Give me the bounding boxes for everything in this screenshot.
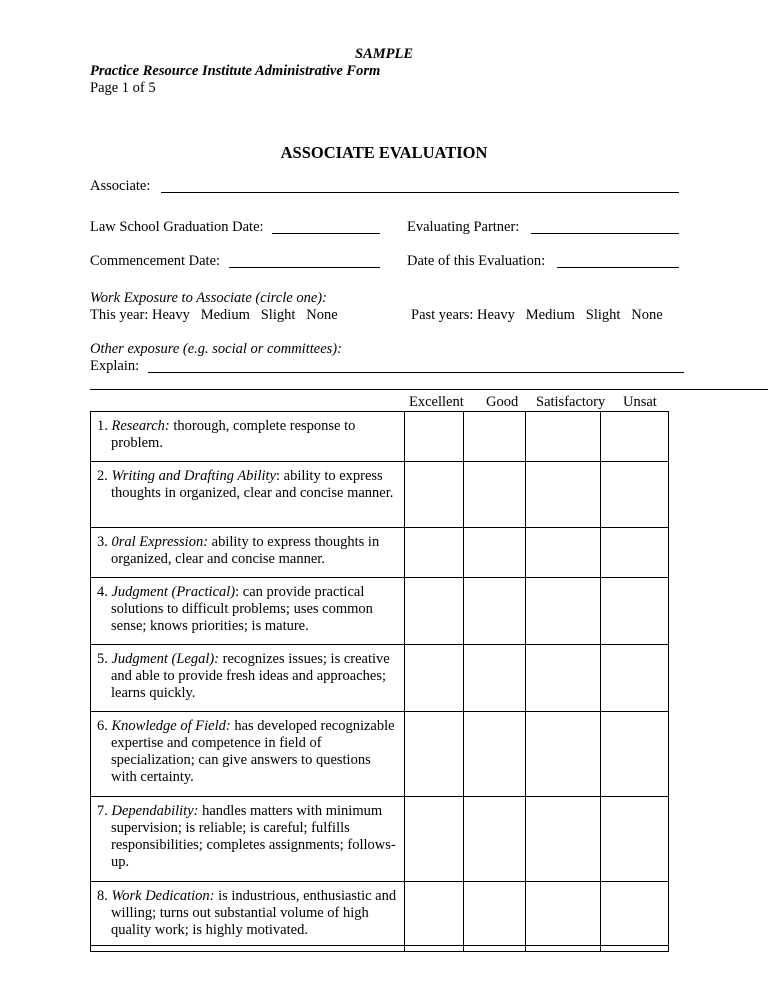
- rating-header-satisfactory: Satisfactory: [536, 394, 606, 410]
- rating-cell-unsat[interactable]: [601, 412, 669, 462]
- rating-cell-unsat[interactable]: [601, 578, 669, 645]
- this-year-exposure[interactable]: This year: Heavy Medium Slight None: [90, 307, 338, 323]
- sample-label: SAMPLE: [354, 46, 413, 62]
- evaluation-table: [90, 411, 669, 952]
- graduation-date-label: Law School Graduation Date:: [90, 219, 264, 235]
- rating-cell-good[interactable]: [464, 882, 526, 946]
- table-row: [91, 946, 669, 952]
- rating-cell-unsat[interactable]: [601, 797, 669, 882]
- table-row: [91, 712, 669, 797]
- rating-cell-good[interactable]: [464, 462, 526, 528]
- rating-cell-satisfactory[interactable]: [526, 578, 601, 645]
- rating-cell-unsat[interactable]: [601, 882, 669, 946]
- table-row: [91, 797, 669, 882]
- rating-cell-good[interactable]: [464, 797, 526, 882]
- explain-field-line-2[interactable]: [90, 389, 768, 390]
- rating-cell-excellent[interactable]: [405, 412, 464, 462]
- rating-cell-excellent[interactable]: [405, 712, 464, 797]
- rating-cell-unsat[interactable]: [601, 462, 669, 528]
- table-row: [91, 578, 669, 645]
- rating-cell-excellent[interactable]: [405, 462, 464, 528]
- rating-cell-satisfactory[interactable]: [526, 462, 601, 528]
- rating-cell-good[interactable]: [464, 645, 526, 712]
- explain-field[interactable]: [148, 372, 684, 373]
- table-footer-cell: [405, 946, 464, 952]
- page-number: Page 1 of 5: [90, 80, 156, 96]
- table-footer-cell: [601, 946, 669, 952]
- rating-header-good: Good: [486, 394, 519, 410]
- rating-cell-satisfactory[interactable]: [526, 412, 601, 462]
- rating-cell-satisfactory[interactable]: [526, 797, 601, 882]
- criterion-dependability: 7. Dependability: handles matters with minimum supervision; is reliable; is careful; fulfills responsibilities; completes assignments; follows-up.: [91, 797, 405, 882]
- graduation-date-field[interactable]: [272, 233, 380, 234]
- criterion-judgment-practical: 4. Judgment (Practical): can provide practical solutions to difficult problems; uses common sense; knows priorities; is mature.: [91, 578, 405, 645]
- other-exposure-heading: Other exposure (e.g. social or committees):: [90, 341, 342, 357]
- rating-cell-excellent[interactable]: [405, 797, 464, 882]
- past-years-exposure[interactable]: Past years: Heavy Medium Slight None: [411, 307, 663, 323]
- commencement-date-field[interactable]: [229, 267, 380, 268]
- criterion-research: 1. Research: thorough, complete response to problem.: [91, 412, 405, 462]
- rating-cell-satisfactory[interactable]: [526, 528, 601, 578]
- table-row: [91, 528, 669, 578]
- rating-cell-satisfactory[interactable]: [526, 712, 601, 797]
- explain-label: Explain:: [90, 358, 140, 374]
- table-row: [91, 882, 669, 946]
- table-row: [91, 412, 669, 462]
- table-footer-cell: [526, 946, 601, 952]
- rating-cell-unsat[interactable]: [601, 645, 669, 712]
- associate-field[interactable]: [161, 192, 679, 193]
- rating-cell-satisfactory[interactable]: [526, 645, 601, 712]
- evaluation-date-label: Date of this Evaluation:: [407, 253, 546, 269]
- criterion-knowledge-of-field: 6. Knowledge of Field: has developed recognizable expertise and competence in field of specialization; can give answers to questions with certainty.: [91, 712, 405, 797]
- evaluating-partner-label: Evaluating Partner:: [407, 219, 520, 235]
- rating-cell-unsat[interactable]: [601, 712, 669, 797]
- rating-cell-excellent[interactable]: [405, 578, 464, 645]
- table-row: [91, 462, 669, 528]
- criterion-work-dedication: 8. Work Dedication: is industrious, enthusiastic and willing; turns out substantial volume of high quality work; is highly motivated.: [91, 882, 405, 946]
- rating-header-unsat: Unsat: [623, 394, 657, 410]
- table-footer-cell: [464, 946, 526, 952]
- work-exposure-heading: Work Exposure to Associate (circle one):: [90, 290, 327, 306]
- criterion-writing-drafting: 2. Writing and Drafting Ability: ability to express thoughts in organized, clear and concise manner.: [91, 462, 405, 528]
- associate-label: Associate:: [90, 178, 151, 194]
- rating-cell-good[interactable]: [464, 528, 526, 578]
- evaluation-date-field[interactable]: [557, 267, 679, 268]
- rating-header-excellent: Excellent: [409, 394, 464, 410]
- table-footer-cell: [91, 946, 405, 952]
- criterion-judgment-legal: 5. Judgment (Legal): recognizes issues; is creative and able to provide fresh ideas and approaches; learns quickly.: [91, 645, 405, 712]
- rating-cell-satisfactory[interactable]: [526, 882, 601, 946]
- table-row: [91, 645, 669, 712]
- rating-cell-excellent[interactable]: [405, 882, 464, 946]
- evaluating-partner-field[interactable]: [531, 233, 679, 234]
- commencement-date-label: Commencement Date:: [90, 253, 221, 269]
- rating-cell-good[interactable]: [464, 712, 526, 797]
- rating-cell-good[interactable]: [464, 412, 526, 462]
- rating-cell-excellent[interactable]: [405, 528, 464, 578]
- rating-cell-excellent[interactable]: [405, 645, 464, 712]
- rating-cell-unsat[interactable]: [601, 528, 669, 578]
- form-name: Practice Resource Institute Administrative Form: [90, 63, 381, 79]
- rating-cell-good[interactable]: [464, 578, 526, 645]
- page-title: ASSOCIATE EVALUATION: [280, 143, 488, 162]
- criterion-oral-expression: 3. 0ral Expression: ability to express thoughts in organized, clear and concise manner.: [91, 528, 405, 578]
